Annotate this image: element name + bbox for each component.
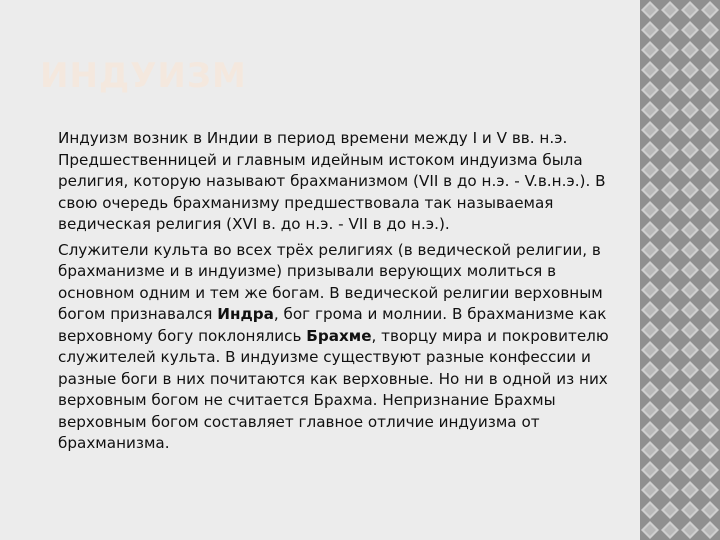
diamond-pattern-icon bbox=[640, 0, 720, 540]
bold-term-brahma: Брахме bbox=[306, 326, 372, 345]
slide-title: ИНДУИЗМ bbox=[40, 56, 247, 96]
bullet-item bbox=[42, 240, 610, 455]
bullet-list bbox=[42, 128, 610, 459]
bullet-item bbox=[42, 128, 610, 236]
bold-term-indra: Индра bbox=[217, 305, 274, 323]
bullet-text bbox=[58, 241, 609, 453]
bullet-text-segment: , бог грома и молнии. В брахманизме как верховному богу поклонялись bbox=[58, 305, 607, 345]
bullet-text-segment: Служители культа во всех трёх религиях (в ведической религии, в брахманизме и в индуизме) призывали верующих молиться в основном одним и тем же богам. В ведической религии верховным богом признавался bbox=[58, 240, 603, 323]
decorative-diamond-pattern bbox=[640, 0, 720, 540]
bullet-text-segment: Индуизм возник в Индии в период времени между I и V вв. н.э. Предшественницей и главным идейным истоком индуизма была религия, которую называют брахманизмом (VII в до н.э. - V.в.н.э.). В свою очередь брахманизму предшествовала так называемая ведическая религия (XVI в. до н.э. - VII в до н.э.). bbox=[58, 129, 606, 233]
bullet-text bbox=[58, 129, 606, 233]
bullet-text-segment: , творцу мира и покровителю служителей культа. В индуизме существуют разные конфессии и разные боги в них почитаются как верховные. Но ни в одной из них верховным богом не считается Брахма. Непризнание Брахмы верховным богом составляет главное отличие индуизма от брахманизма. bbox=[58, 326, 609, 452]
